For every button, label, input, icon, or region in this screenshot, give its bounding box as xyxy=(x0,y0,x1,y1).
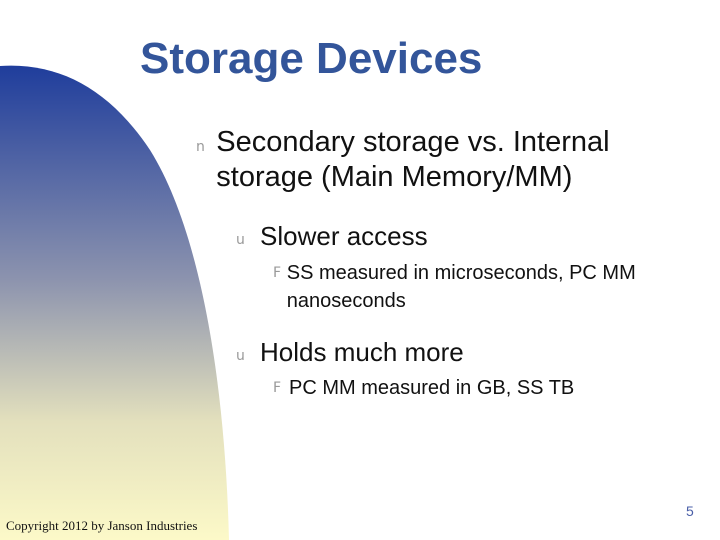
bullet-level1 xyxy=(196,125,696,195)
page-number: 5 xyxy=(686,503,694,519)
bullet-text: PC MM measured in GB, SS TB xyxy=(289,377,575,399)
bullet-marker: u xyxy=(236,232,245,248)
bullet-marker: F xyxy=(273,380,282,396)
bullet-marker: u xyxy=(236,348,245,364)
bullet-text: SS measured in microseconds, PC MM nanoseconds xyxy=(286,262,636,312)
bullet-level3 xyxy=(273,259,693,315)
bullet-level3 xyxy=(273,374,693,402)
bullet-level2 xyxy=(236,336,696,368)
bullet-text: Slower access xyxy=(260,221,428,251)
bullet-marker: F xyxy=(273,265,282,281)
bullet-text: Holds much more xyxy=(260,337,464,367)
slide-title: Storage Devices xyxy=(140,34,483,83)
bullet-text: Secondary storage vs. Internal storage (Main Memory/MM) xyxy=(216,126,610,193)
bullet-level2 xyxy=(236,220,696,252)
copyright-footer: Copyright 2012 by Janson Industries xyxy=(6,518,198,533)
bullet-marker: n xyxy=(196,139,205,155)
